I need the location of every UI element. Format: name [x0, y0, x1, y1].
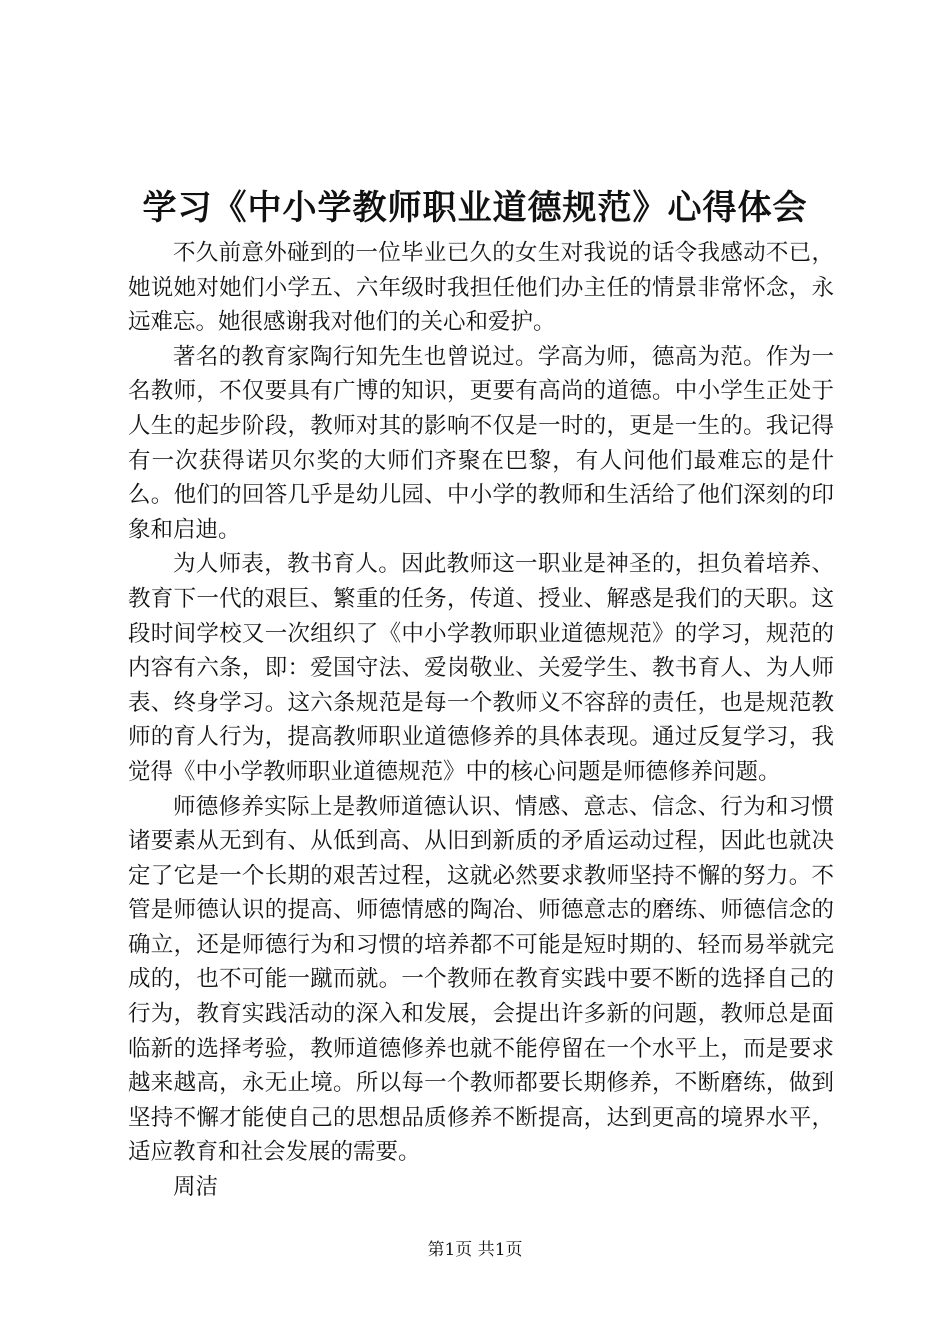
- paragraph-2: 著名的教育家陶行知先生也曾说过。学高为师，德高为范。作为一名教师，不仅要具有广博的知识，更要有高尚的道德。中小学生正处于人生的起步阶段，教师对其的影响不仅是一时的，更是一生的。我记得有一次获得诺贝尔奖的大师们齐聚在巴黎，有人问他们最难忘的是什么。他们的回答几乎是幼儿园、中小学的教师和生活给了他们深刻的印象和启迪。: [128, 343, 834, 543]
- document-title: 学习《中小学教师职业道德规范》心得体会: [142, 188, 808, 228]
- paragraph-4: 师德修养实际上是教师道德认识、情感、意志、信念、行为和习惯诸要素从无到有、从低到高、从旧到新质的矛盾运动过程，因此也就决定了它是一个长期的艰苦过程，这就必然要求教师坚持不懈的努力。不管是师德认识的提高、师德情感的陶冶、师德意志的磨练、师德信念的确立，还是师德行为和习惯的培养都不可能是短时期的、轻而易举就完成的，也不可能一蹴而就。一个教师在教育实践中要不断的选择自己的行为，教育实践活动的深入和发展，会提出许多新的问题，教师总是面临新的选择考验，教师道德修养也就不能停留在一个水平上，而是要求越来越高，永无止境。所以每一个教师都要长期修养，不断磨练，做到坚持不懈才能使自己的思想品质修养不断提高，达到更高的境界水平，适应教育和社会发展的需要。: [128, 793, 834, 1166]
- page-number-footer: 第1页 共1页: [427, 1240, 523, 1260]
- paragraph-3: 为人师表，教书育人。因此教师这一职业是神圣的，担负着培养、教育下一代的艰巨、繁重的任务，传道、授业、解惑是我们的天职。这段时间学校又一次组织了《中小学教师职业道德规范》的学习，规范的内容有六条，即：爱国守法、爱岗敬业、关爱学生、教书育人、为人师表、终身学习。这六条规范是每一个教师义不容辞的责任，也是规范教师的育人行为，提高教师职业道德修养的具体表现。通过反复学习，我觉得《中小学教师职业道德规范》中的核心问题是师德修养问题。: [128, 551, 834, 785]
- paragraph-1: 不久前意外碰到的一位毕业已久的女生对我说的话令我感动不已，她说她对她们小学五、六年级时我担任他们办主任的情景非常怀念，永远难忘。她很感谢我对他们的关心和爱护。: [128, 240, 834, 336]
- document-body: [128, 236, 834, 1205]
- author-signature: 周洁: [173, 1174, 219, 1201]
